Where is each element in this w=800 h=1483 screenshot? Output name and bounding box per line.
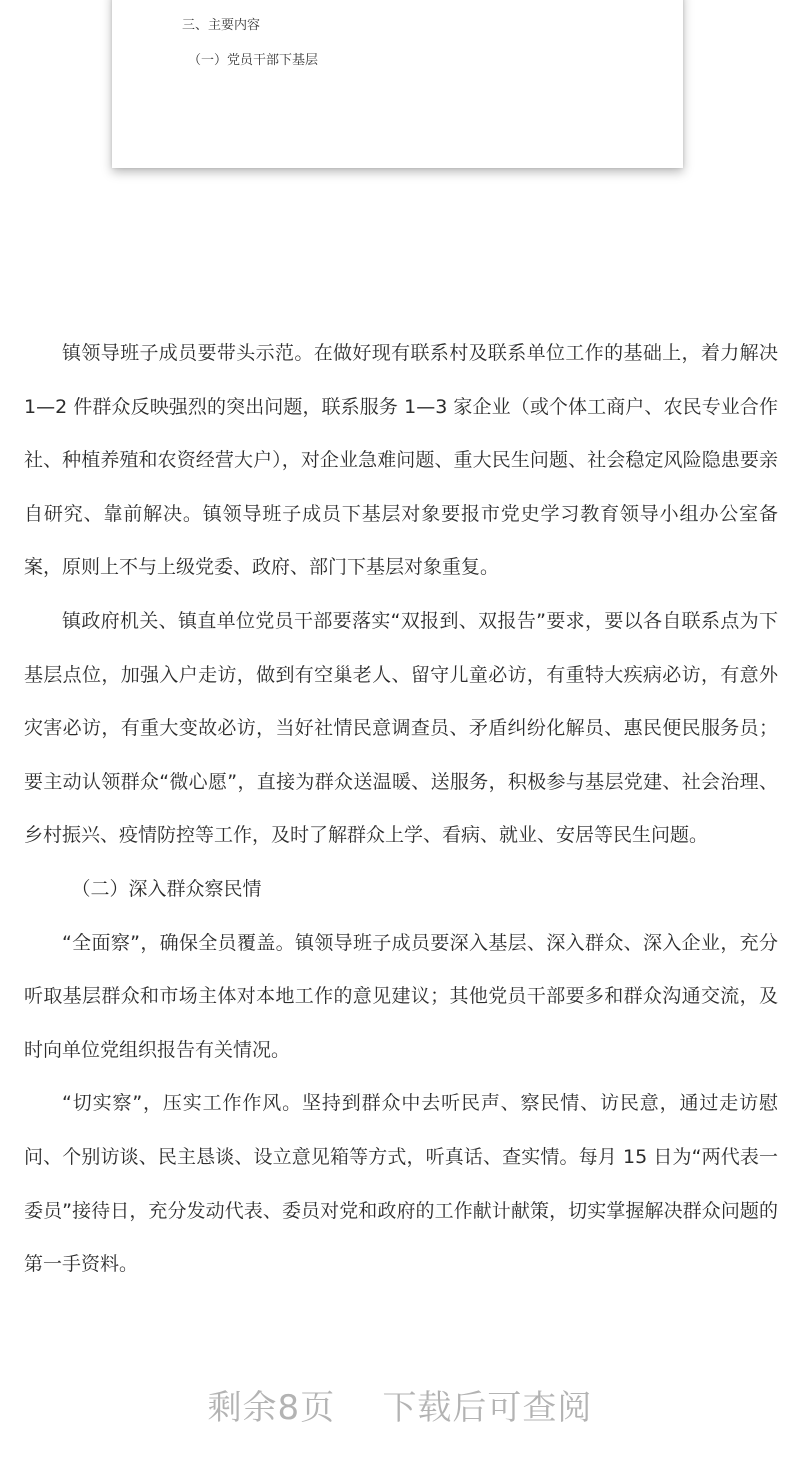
download-hint-text: 下载后可查阅	[382, 1388, 593, 1428]
banner-gap	[335, 1388, 382, 1428]
document-body	[24, 327, 778, 1292]
remaining-pages-text: 剩余8页	[207, 1388, 336, 1428]
paragraph-cadres: 镇政府机关、镇直单位党员干部要落实“双报到、双报告”要求，要以各自联系点为下基层点位，加强入户走访，做到有空巢老人、留守儿童必访，有重特大疾病必访，有意外灾害必访，有重大变故必访，当好社情民意调查员、矛盾纠纷化解员、惠民便民服务员；要主动认领群众“微心愿”，直接为群众送温暖、送服务，积极参与基层党建、社会治理、乡村振兴、疫情防控等工作，及时了解群众上学、看病、就业、安居等民生问题。	[24, 609, 778, 847]
preview-subsection-heading: （一）党员干部下基层	[188, 53, 319, 68]
paragraph-leadership: 镇领导班子成员要带头示范。在做好现有联系村及联系单位工作的基础上，着力解决 1—2 件群众反映强烈的突出问题，联系服务 1—3 家企业（或个体工商户、农民专业合作社、种植养殖和农资经营大户），对企业急难问题、重大民生问题、社会稳定风险隐患要亲自研究、靠前解决。镇领导班子成员下基层对象要报市党史学习教育领导小组办公室备案，原则上不与上级党委、政府、部门下基层对象重复。	[24, 342, 778, 579]
paragraph-practical: “切实察”，压实工作作风。坚持到群众中去听民声、察民情、访民意，通过走访慰问、个别访谈、民主恳谈、设立意见箱等方式，听真话、查实情。每月 15 日为“两代表一委员”接待日，充分发动代表、委员对党和政府的工作献计献策，切实掌握解决群众问题的第一手资料。	[24, 1092, 778, 1276]
subsection-heading: （二）深入群众察民情	[71, 877, 262, 900]
preview-section-heading: 三、主要内容	[182, 18, 261, 33]
document-preview-card	[112, 0, 683, 168]
remaining-pages-banner[interactable]	[0, 1380, 800, 1429]
paragraph-comprehensive: “全面察”，确保全员覆盖。镇领导班子成员要深入基层、深入群众、深入企业，充分听取基层群众和市场主体对本地工作的意见建议；其他党员干部要多和群众沟通交流，及时向单位党组织报告有关情况。	[24, 931, 778, 1061]
